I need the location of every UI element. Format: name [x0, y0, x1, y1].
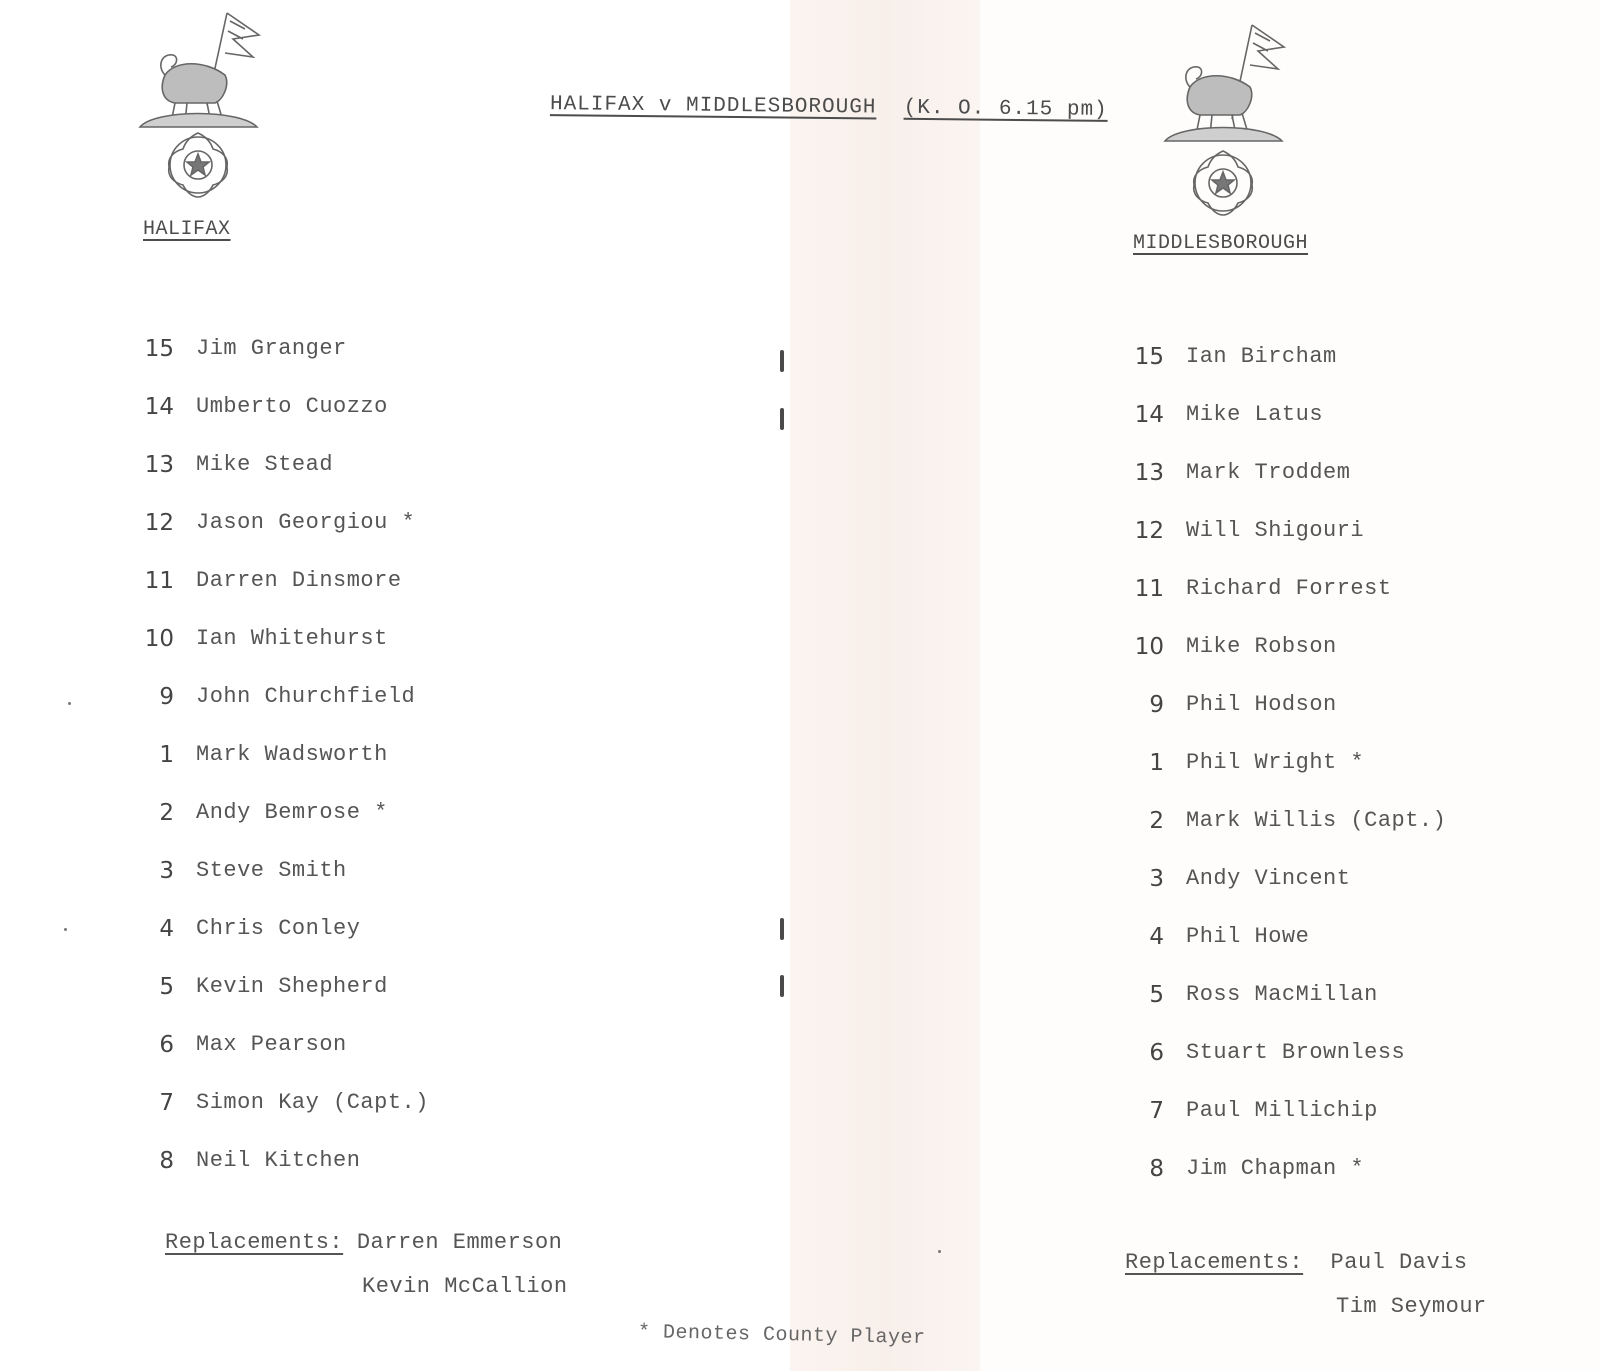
paper-speck — [64, 928, 67, 931]
player-name: Stuart Brownless — [1186, 1040, 1406, 1065]
player-name: Mike Latus — [1186, 402, 1324, 427]
player-name: Chris Conley — [196, 916, 361, 941]
player-name: John Churchfield — [196, 684, 416, 709]
paper-speck — [938, 1250, 941, 1253]
replacement-name: Paul Davis — [1330, 1250, 1468, 1275]
player-number: 12 — [1134, 518, 1164, 544]
player-number: 7 — [159, 1090, 174, 1116]
staple — [780, 918, 784, 940]
staple — [780, 975, 784, 997]
player-name: Max Pearson — [196, 1032, 347, 1057]
player-name: Ian Whitehurst — [196, 626, 388, 651]
player-number: 13 — [1134, 460, 1164, 486]
crest-icon — [135, 5, 265, 200]
staple — [780, 350, 784, 372]
player-name: Andy Vincent — [1186, 866, 1351, 891]
replacement-name: Kevin McCallion — [362, 1274, 568, 1299]
player-number: 8 — [1149, 1156, 1164, 1182]
player-number: 15 — [1134, 344, 1164, 370]
player-name: Mark Wadsworth — [196, 742, 388, 767]
player-number: 10 — [1134, 634, 1164, 660]
player-number: 4 — [1149, 924, 1164, 950]
home-team-name: HALIFAX — [143, 218, 231, 241]
kickoff-time: (K. O. 6.15 pm) — [903, 96, 1108, 122]
replacements-label: Replacements: — [165, 1230, 344, 1255]
player-number: 15 — [144, 336, 174, 362]
player-number: 3 — [159, 858, 174, 884]
player-number: 6 — [1149, 1040, 1164, 1066]
player-number: 14 — [144, 394, 174, 420]
player-number: 8 — [159, 1148, 174, 1174]
player-name: Mike Robson — [1186, 634, 1337, 659]
player-name: Paul Millichip — [1186, 1098, 1378, 1123]
player-name: Ian Bircham — [1186, 344, 1337, 369]
player-name: Phil Hodson — [1186, 692, 1337, 717]
player-number: 1 — [159, 742, 174, 768]
player-name: Mark Willis (Capt.) — [1186, 808, 1447, 833]
player-number: 6 — [159, 1032, 174, 1058]
away-replacements — [1125, 1250, 1468, 1275]
crest-icon — [1160, 15, 1290, 220]
player-number: 2 — [1149, 808, 1164, 834]
player-name: Steve Smith — [196, 858, 347, 883]
player-name: Phil Wright * — [1186, 750, 1365, 775]
player-number: 1 — [1149, 750, 1164, 776]
player-number: 11 — [144, 568, 174, 594]
player-name: Ross MacMillan — [1186, 982, 1378, 1007]
player-number: 11 — [1134, 576, 1164, 602]
player-name: Mark Troddem — [1186, 460, 1351, 485]
player-number: 13 — [144, 452, 174, 478]
player-number: 9 — [159, 684, 174, 710]
player-number: 5 — [159, 974, 174, 1000]
player-name: Richard Forrest — [1186, 576, 1392, 601]
player-name: Jim Chapman * — [1186, 1156, 1365, 1181]
player-number: 4 — [159, 916, 174, 942]
player-number: 9 — [1149, 692, 1164, 718]
player-name: Kevin Shepherd — [196, 974, 388, 999]
player-name: Mike Stead — [196, 452, 334, 477]
player-number: 7 — [1149, 1098, 1164, 1124]
player-number: 12 — [144, 510, 174, 536]
staple — [780, 408, 784, 430]
footnote: * Denotes County Player — [637, 1320, 926, 1351]
player-name: Darren Dinsmore — [196, 568, 402, 593]
player-name: Will Shigouri — [1186, 518, 1365, 543]
player-name: Simon Kay (Capt.) — [196, 1090, 429, 1115]
player-number: 5 — [1149, 982, 1164, 1008]
player-number: 2 — [159, 800, 174, 826]
paper-speck — [68, 702, 71, 705]
replacement-name: Tim Seymour — [1336, 1294, 1487, 1319]
page-fold — [790, 0, 980, 1371]
player-name: Andy Bemrose * — [196, 800, 388, 825]
home-replacements — [165, 1230, 562, 1255]
player-name: Jim Granger — [196, 336, 347, 361]
player-number: 10 — [144, 626, 174, 652]
player-name: Phil Howe — [1186, 924, 1310, 949]
player-name: Umberto Cuozzo — [196, 394, 388, 419]
replacements-label: Replacements: — [1125, 1250, 1304, 1275]
player-number: 3 — [1149, 866, 1164, 892]
player-number: 14 — [1134, 402, 1164, 428]
player-name: Jason Georgiou * — [196, 510, 416, 535]
replacement-name: Darren Emmerson — [356, 1230, 563, 1255]
player-name: Neil Kitchen — [196, 1148, 361, 1173]
away-team-name: MIDDLESBOROUGH — [1133, 232, 1309, 255]
match-teams: HALIFAX v MIDDLESBOROUGH — [549, 93, 877, 120]
